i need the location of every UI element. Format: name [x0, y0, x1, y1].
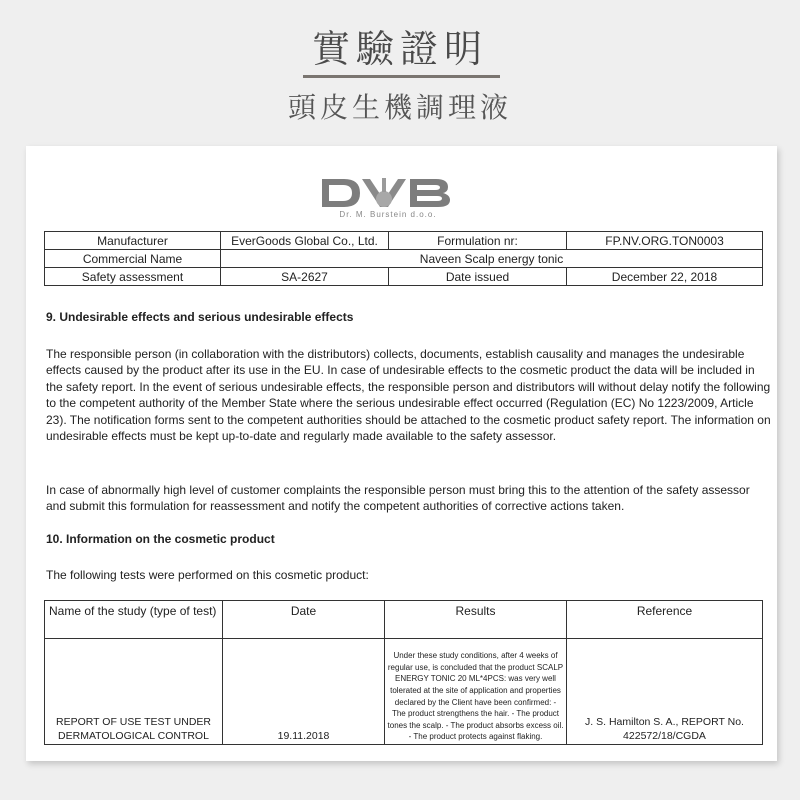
reference-cell: J. S. Hamilton S. A., REPORT No. 422572/18/CGDA — [567, 639, 763, 745]
formulation-label: Formulation nr: — [389, 232, 567, 250]
commercial-name-value: Naveen Scalp energy tonic — [221, 250, 763, 268]
column-header-study: Name of the study (type of test) — [45, 601, 223, 639]
title-divider — [303, 75, 500, 78]
page-title: 實驗證明 — [311, 27, 488, 71]
table-row — [45, 639, 763, 745]
page-header — [0, 0, 800, 140]
tests-table — [44, 600, 763, 745]
page-subtitle: 頭皮生機調理液 — [287, 91, 512, 124]
study-cell: REPORT OF USE TEST UNDER DERMATOLOGICAL CONTROL — [45, 639, 223, 745]
table-row — [45, 250, 763, 268]
company-name: Dr. M. Burstein d.o.o. — [339, 210, 437, 219]
safety-assessment-label: Safety assessment — [45, 268, 221, 286]
section-9-paragraph-1: The responsible person (in collaboration with the distributors) collects, documents, establish causality and manages the undesirable effects caused by the product after its use in the EU. In case of undesirable effects to the cosmetic product the data will be included in the safety report. In the event of serious undesirable effects, the responsible person and distributors will without delay notify the following to the competent authority of the Member State where the serious undesirable effect occurred (Regulation (EC) No 1223/2009, Article 23). The notification forms sent to the competent authorities should be attached to the cosmetic product safety report. The information on undesirable effects must be kept up-to-date and regularly made available to the safety assessor. — [46, 347, 771, 444]
section-9-heading: 9. Undesirable effects and serious undesirable effects — [46, 310, 354, 324]
table-row — [45, 268, 763, 286]
date-issued-value: December 22, 2018 — [567, 268, 763, 286]
manufacturer-value: EverGoods Global Co., Ltd. — [221, 232, 389, 250]
product-info-table — [44, 231, 763, 286]
table-row — [45, 232, 763, 250]
safety-assessment-value: SA-2627 — [221, 268, 389, 286]
column-header-date: Date — [223, 601, 385, 639]
manufacturer-label: Manufacturer — [45, 232, 221, 250]
date-issued-label: Date issued — [389, 268, 567, 286]
section-9-paragraph-2: In case of abnormally high level of customer complaints the responsible person must bring this to the attention of the safety assessor and submit this formulation for reassessment and notify the competent authorities of corrective actions taken. — [46, 483, 750, 514]
document-card — [26, 146, 777, 761]
section-10-heading: 10. Information on the cosmetic product — [46, 532, 275, 546]
formulation-value: FP.NV.ORG.TON0003 — [567, 232, 763, 250]
column-header-results: Results — [385, 601, 567, 639]
results-cell: Under these study conditions, after 4 weeks of regular use, is concluded that the product SCALP ENERGY TONIC 20 ML*4PCS: was very well tolerated at the site of application and properties declared by the Client have been confirmed: - The product strengthens the hair. - The product tones the scalp. - The product absorbs excess oil. - The product protects against flaking. — [385, 639, 567, 745]
table-header-row — [45, 601, 763, 639]
commercial-name-label: Commercial Name — [45, 250, 221, 268]
section-10-intro: The following tests were performed on this cosmetic product: — [46, 568, 369, 582]
column-header-reference: Reference — [567, 601, 763, 639]
date-cell: 19.11.2018 — [223, 639, 385, 745]
company-logo — [318, 176, 458, 224]
dmb-logo-icon — [318, 176, 458, 210]
